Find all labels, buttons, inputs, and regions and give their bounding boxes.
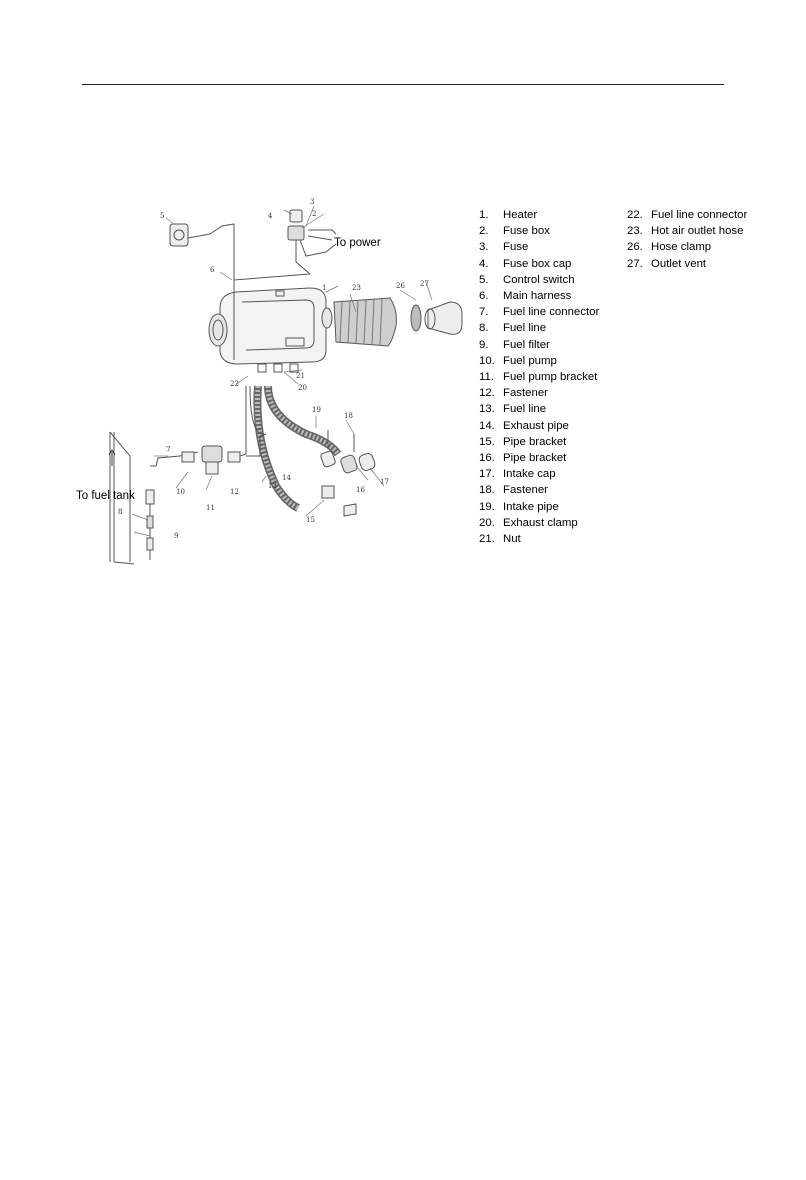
- heater-illustration: [209, 288, 332, 372]
- legend-item: 19. Intake pipe: [479, 500, 559, 513]
- legend-item: 14. Exhaust pipe: [479, 419, 569, 432]
- fuse-box-illustration: [288, 210, 336, 274]
- parts-legend-right: [627, 207, 747, 272]
- part-label-8: 8: [118, 508, 123, 516]
- to-power-annotation: To power: [334, 237, 381, 249]
- part-label-3: 3: [310, 198, 315, 206]
- part-label-26: 26: [396, 282, 405, 290]
- legend-item: 7. Fuel line connector: [479, 306, 600, 319]
- legend-item: 21. Nut: [479, 533, 521, 546]
- exploded-parts-diagram: [70, 190, 470, 580]
- legend-item: 8. Fuel line: [479, 322, 547, 335]
- legend-item: 1. Heater: [479, 209, 538, 221]
- part-label-17: 17: [380, 478, 389, 486]
- part-label-16: 16: [356, 486, 365, 494]
- part-label-2: 2: [312, 210, 317, 218]
- legend-item: 23. Hot air outlet hose: [627, 225, 744, 238]
- part-label-6: 6: [210, 266, 215, 274]
- part-label-1: 1: [322, 284, 327, 292]
- part-label-13: 13: [268, 482, 277, 490]
- part-label-5: 5: [160, 212, 165, 220]
- legend-item: 11. Fuel pump bracket: [479, 371, 598, 384]
- part-label-12: 12: [230, 488, 239, 496]
- fuel-system-illustration: [110, 386, 266, 564]
- part-label-23: 23: [352, 284, 361, 292]
- part-label-22: 22: [230, 380, 239, 388]
- vent-illustration: [411, 302, 462, 334]
- part-label-18: 18: [344, 412, 353, 420]
- part-label-27: 27: [420, 280, 429, 288]
- part-label-19: 19: [312, 406, 321, 414]
- part-label-11: 11: [206, 504, 215, 512]
- legend-item: 27. Outlet vent: [627, 257, 707, 270]
- part-label-9: 9: [174, 532, 179, 540]
- part-label-14: 14: [282, 474, 291, 482]
- parts-legend-left: [479, 207, 599, 547]
- legend-item: 2. Fuse box: [479, 225, 550, 238]
- header-rule: [82, 84, 724, 85]
- legend-item: 3. Fuse: [479, 241, 529, 254]
- outlet-hose-illustration: [334, 298, 396, 346]
- legend-item: 18. Fastener: [479, 484, 548, 497]
- legend-item: 26. Hose clamp: [627, 241, 712, 254]
- part-label-20: 20: [298, 384, 307, 392]
- legend-item: 5. Control switch: [479, 273, 575, 286]
- legend-item: 4. Fuse box cap: [479, 257, 572, 270]
- legend-item: 9. Fuel filter: [479, 338, 550, 351]
- legend-item: 15. Pipe bracket: [479, 435, 567, 448]
- part-label-7: 7: [166, 446, 171, 454]
- legend-item: 17. Intake cap: [479, 468, 556, 481]
- legend-item: 20. Exhaust clamp: [479, 516, 578, 529]
- legend-item: 10. Fuel pump: [479, 354, 557, 367]
- legend-item: 6. Main harness: [479, 290, 572, 303]
- to-fuel-tank-annotation: To fuel tank: [76, 490, 135, 502]
- legend-item: 12. Fastener: [479, 387, 548, 400]
- part-label-10: 10: [176, 488, 185, 496]
- legend-item: 22. Fuel line connector: [627, 209, 748, 221]
- part-label-21: 21: [296, 372, 305, 380]
- part-label-4: 4: [268, 212, 273, 220]
- part-label-15: 15: [306, 516, 315, 524]
- legend-item: 13. Fuel line: [479, 403, 547, 416]
- legend-item: 16. Pipe bracket: [479, 452, 567, 465]
